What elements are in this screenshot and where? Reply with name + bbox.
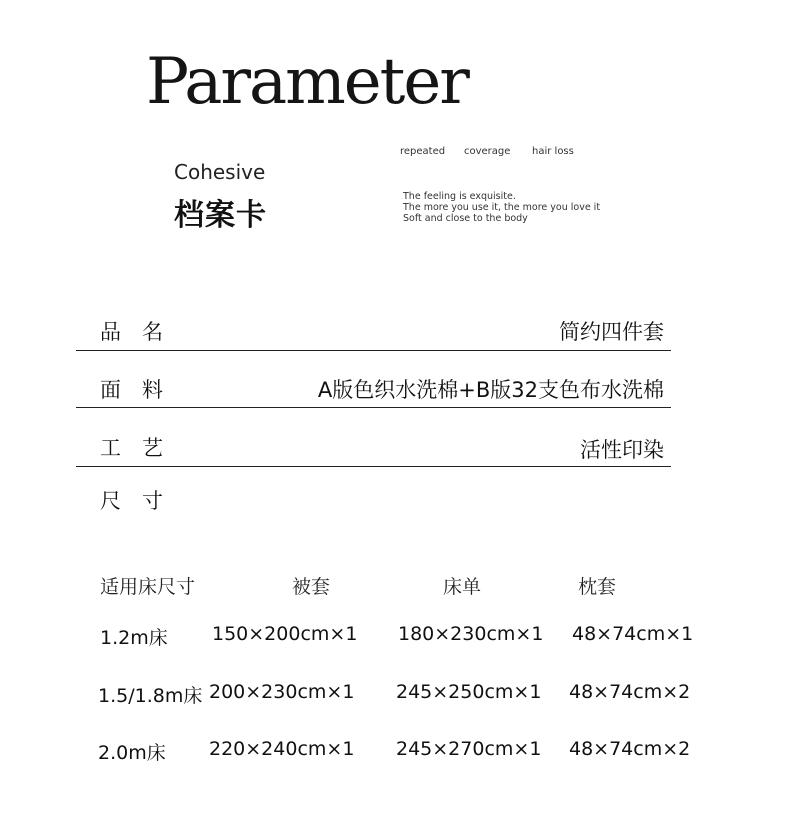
table-cell: 245×250cm×1 (396, 681, 542, 703)
param-label-craft: 工 艺 (100, 436, 163, 460)
param-label-fabric: 面 料 (100, 378, 163, 402)
divider (76, 407, 671, 408)
table-cell: 48×74cm×2 (569, 681, 691, 703)
divider (76, 466, 671, 467)
table-cell: 2.0m床 (98, 742, 166, 764)
table-cell: 1.5/1.8m床 (98, 685, 203, 707)
table-cell: 220×240cm×1 (209, 738, 355, 760)
description-line: The more you use it, the more you love it (403, 202, 601, 213)
divider (76, 350, 671, 351)
table-header-pillowcase: 枕套 (578, 576, 617, 598)
description-line: Soft and close to the body (403, 213, 528, 224)
param-value-craft: 活性印染 (580, 438, 664, 462)
table-header-duvet: 被套 (292, 576, 331, 598)
param-value-fabric: A版色织水洗棉+B版32支色布水洗棉 (317, 378, 664, 402)
card-title: 档案卡 (174, 198, 267, 233)
tag-coverage: coverage (464, 146, 511, 157)
param-value-name: 简约四件套 (559, 320, 664, 344)
param-label-size: 尺 寸 (100, 489, 163, 513)
table-cell: 180×230cm×1 (398, 623, 544, 645)
table-cell: 48×74cm×2 (569, 738, 691, 760)
tag-repeated: repeated (400, 146, 446, 157)
tag-hair-loss: hair loss (532, 146, 574, 157)
param-label-name: 品 名 (100, 320, 163, 344)
table-header-bed-size: 适用床尺寸 (100, 576, 196, 598)
table-cell: 48×74cm×1 (572, 623, 694, 645)
table-cell: 150×200cm×1 (212, 623, 358, 645)
table-cell: 245×270cm×1 (396, 738, 542, 760)
subtitle: Cohesive (174, 160, 266, 184)
table-cell: 200×230cm×1 (209, 681, 355, 703)
page-title: Parameter (146, 45, 468, 119)
table-header-sheet: 床单 (443, 576, 482, 598)
table-cell: 1.2m床 (100, 627, 168, 649)
description-line: The feeling is exquisite. (403, 191, 516, 202)
